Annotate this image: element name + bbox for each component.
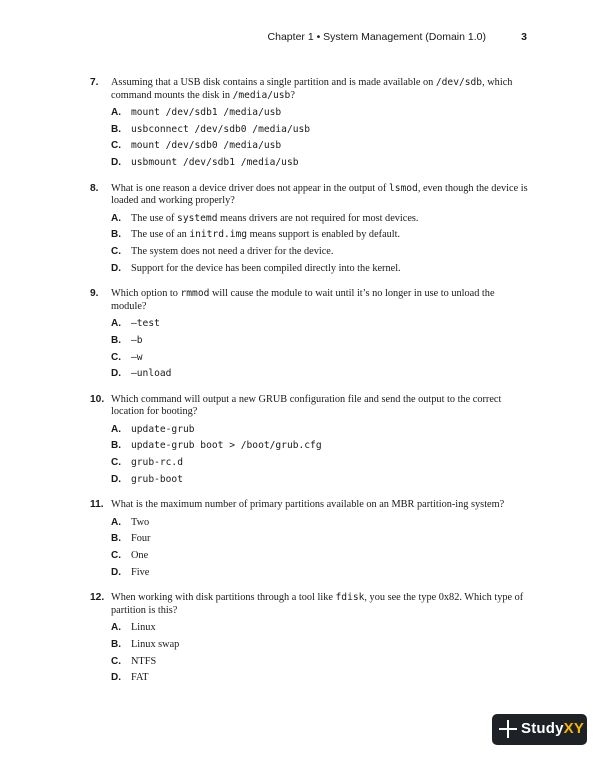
answer-option <box>111 472 530 489</box>
answer-option <box>111 438 530 455</box>
question-stem <box>111 499 530 512</box>
question-number: 9. <box>90 288 99 300</box>
code-text: systemd <box>177 212 218 224</box>
stem-text: , even though the device is loaded and working properly? <box>111 182 528 207</box>
option-letter: D. <box>111 566 121 578</box>
question-stem <box>111 592 530 617</box>
option-letter: B. <box>111 229 121 241</box>
option-letter: B. <box>111 639 121 650</box>
question <box>90 77 530 172</box>
question-number: 11. <box>90 499 104 511</box>
answer-option <box>111 455 530 472</box>
option-letter: B. <box>111 533 121 545</box>
question-stem <box>111 183 530 208</box>
option-letter: B. <box>111 123 121 135</box>
answer-option <box>111 654 530 671</box>
code-text: /dev/sdb <box>435 77 483 88</box>
answer-option <box>111 138 530 155</box>
option-text: NTFS <box>131 655 157 667</box>
question-list <box>90 77 530 698</box>
studyxy-logo[interactable] <box>492 714 587 745</box>
code-text: –unload <box>131 368 172 380</box>
option-text: Support for the device has been compiled directly into the kernel. <box>131 262 401 274</box>
answer-option <box>111 515 530 532</box>
option-text: Linux <box>131 622 156 634</box>
option-letter: A. <box>111 516 121 528</box>
option-text: means drivers are not required for most devices. <box>217 212 419 224</box>
question-number: 12. <box>90 592 105 604</box>
option-letter: C. <box>111 140 121 152</box>
answer-option <box>111 333 530 350</box>
code-text: update-grub <box>131 423 195 435</box>
option-letter: D. <box>111 262 121 274</box>
option-text: The system does not need a driver for the device. <box>131 245 334 257</box>
option-text: Linux swap <box>131 639 180 650</box>
question <box>90 394 530 489</box>
answer-option <box>111 155 530 172</box>
code-text: /media/usb <box>232 89 291 101</box>
stem-text: Assuming that a USB disk contains a single partition and is made available on <box>111 77 436 88</box>
question-stem <box>111 394 530 419</box>
answer-option <box>111 261 530 278</box>
option-letter: D. <box>111 473 121 485</box>
code-text: lsmod <box>388 182 418 194</box>
code-text: mount /dev/sdb1 /media/usb <box>131 107 282 119</box>
page-header <box>0 31 612 47</box>
question-number: 10. <box>90 393 105 405</box>
option-letter: C. <box>111 245 121 257</box>
option-letter: C. <box>111 655 121 667</box>
code-text: usbconnect /dev/sdb0 /media/usb <box>131 123 311 135</box>
option-letter: A. <box>111 622 121 634</box>
stem-text: will cause the module to wait until it’s no longer in use to unload the module? <box>111 288 495 312</box>
answer-options <box>111 515 530 581</box>
answer-option <box>111 244 530 261</box>
option-letter: D. <box>111 672 121 684</box>
option-text: Four <box>131 533 151 545</box>
answer-option <box>111 637 530 654</box>
option-letter: B. <box>111 440 121 452</box>
question-stem <box>111 288 530 313</box>
question <box>90 592 530 687</box>
answer-option <box>111 366 530 383</box>
answer-option <box>111 548 530 565</box>
option-text: The use of an <box>131 229 190 241</box>
option-letter: C. <box>111 351 121 363</box>
answer-option <box>111 122 530 139</box>
stem-text: What is the maximum number of primary partitions available on an MBR partition-ing system? <box>111 499 505 511</box>
code-text: rmmod <box>180 288 210 300</box>
answer-option <box>111 670 530 687</box>
code-text: grub-rc.d <box>131 457 183 469</box>
stem-text: , you see the type 0x82. Which type of partition is this? <box>111 592 524 616</box>
option-letter: D. <box>111 368 121 380</box>
code-text: initrd.img <box>189 229 248 241</box>
question-stem <box>111 77 530 102</box>
option-text: One <box>131 550 149 562</box>
option-letter: A. <box>111 423 121 435</box>
answer-option <box>111 105 530 122</box>
option-text: FAT <box>131 672 149 684</box>
answer-option <box>111 565 530 582</box>
stem-text: Which command will output a new GRUB configuration file and send the output to the correct location for booting? <box>111 393 502 418</box>
question-number: 7. <box>90 77 99 88</box>
code-text: grub-boot <box>131 473 183 485</box>
stem-text: What is one reason a device driver does not appear in the output of <box>111 182 389 194</box>
answer-option <box>111 211 530 228</box>
stem-text: When working with disk partitions through a tool like <box>111 592 336 604</box>
answer-option <box>111 227 530 244</box>
page-number: 3 <box>521 31 527 43</box>
option-text: The use of <box>131 212 178 224</box>
answer-options <box>111 422 530 488</box>
answer-option <box>111 422 530 439</box>
option-letter: A. <box>111 318 121 330</box>
option-letter: C. <box>111 550 121 562</box>
code-text: fdisk <box>335 592 365 604</box>
question <box>90 288 530 383</box>
answer-options <box>111 211 530 277</box>
brand-name: StudyXY <box>521 720 585 737</box>
stem-text: Which option to <box>111 288 181 300</box>
stem-text: ? <box>290 89 295 101</box>
option-text: Five <box>131 566 150 578</box>
option-text: means support is enabled by default. <box>247 229 401 241</box>
question <box>90 499 530 581</box>
answer-option <box>111 316 530 333</box>
option-letter: A. <box>111 107 121 119</box>
answer-options <box>111 316 530 382</box>
answer-options <box>111 105 530 171</box>
plus-icon <box>499 720 517 738</box>
answer-option <box>111 620 530 637</box>
code-text: mount /dev/sdb0 /media/usb <box>131 140 282 152</box>
stem-text: , which command mounts the disk in <box>111 77 513 101</box>
answer-options <box>111 620 530 686</box>
question-number: 8. <box>90 182 99 194</box>
option-text: Two <box>131 516 150 528</box>
code-text: –w <box>131 351 143 363</box>
code-text: –b <box>131 334 143 346</box>
chapter-title: Chapter 1 • System Management (Domain 1.0) <box>267 31 486 43</box>
code-text: –test <box>131 318 160 330</box>
code-text: usbmount /dev/sdb1 /media/usb <box>131 156 299 168</box>
option-letter: D. <box>111 156 121 168</box>
option-letter: C. <box>111 457 121 469</box>
option-letter: A. <box>111 212 121 224</box>
question <box>90 183 530 278</box>
option-letter: B. <box>111 334 121 346</box>
code-text: update-grub boot > /boot/grub.cfg <box>131 440 322 452</box>
answer-option <box>111 350 530 367</box>
answer-option <box>111 531 530 548</box>
